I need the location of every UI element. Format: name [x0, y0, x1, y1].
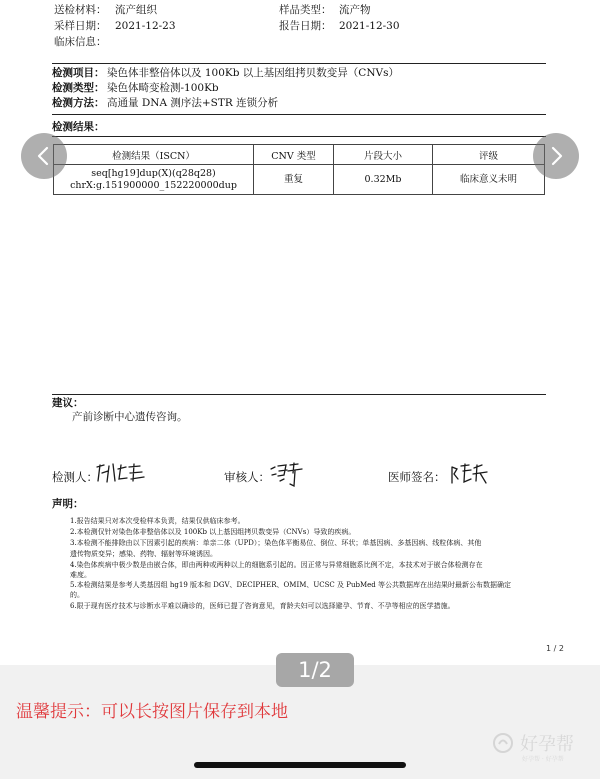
statement-line: 遗传物质变异；感染、药物、辐射等环境诱因。: [70, 550, 217, 558]
save-tip[interactable]: 温馨提示：可以长按图片保存到本地: [16, 702, 288, 722]
collect-date-value: 2021-12-23: [115, 20, 176, 32]
table-row: [54, 165, 545, 195]
results-table: [53, 144, 545, 195]
tester-signature: [94, 461, 148, 485]
sample-type-value: 流产物: [339, 4, 371, 16]
report-date-label: 报告日期：: [279, 20, 332, 32]
statement-line: 4.染色体疾病中极少数是由嵌合体，即由两种或两种以上的细胞系引起的。因正常与异常细胞系比例不定，本技术对于嵌合体检测存在: [70, 561, 483, 569]
statement-line: 的。: [70, 591, 84, 599]
col-header-iscn: 检测结果（ISCN）: [54, 145, 254, 165]
divider: [52, 136, 546, 137]
results-title: 检测结果：: [52, 121, 105, 133]
test-type-value: 染色体畸变检测-100Kb: [107, 82, 219, 94]
divider: [52, 63, 546, 64]
divider: [52, 114, 546, 115]
page-counter: 1/2: [276, 653, 354, 687]
cell-rating: 临床意义未明: [433, 165, 545, 195]
chevron-right-icon: [546, 146, 566, 166]
cell-cnv-type: 重复: [254, 165, 334, 195]
next-page-button[interactable]: [533, 133, 579, 179]
cell-iscn: [54, 165, 254, 195]
doctor-signature: [449, 461, 491, 487]
test-type-label: 检测类型：: [52, 82, 105, 94]
advice-text: 产前诊断中心遗传咨询。: [72, 411, 188, 423]
watermark-text: 好孕帮: [520, 734, 574, 755]
sample-type-label: 样品类型：: [279, 4, 332, 16]
watermark-sub: 好孕帮 · 好孕帮: [522, 756, 564, 763]
statement-line: 5.本检测结果是参考人类基因组 hg19 版本和 DGV、DECIPHER、OMIM、UCSC 及 PubMed 等公共数据库在出结果时最新公布数据确定: [70, 581, 511, 589]
col-header-cnv-type: CNV 类型: [254, 145, 334, 165]
prev-page-button[interactable]: [21, 133, 67, 179]
sender-value: 流产组织: [115, 4, 157, 16]
iscn-line-1: seq[hg19]dup(X)(q28q28): [91, 167, 216, 179]
iscn-line-2: chrX:g.151900000_152220000dup: [70, 179, 237, 191]
report-date-value: 2021-12-30: [339, 20, 400, 32]
statement-line: 难度。: [70, 571, 91, 579]
collect-date-label: 采样日期：: [54, 20, 107, 32]
page-number: 1 / 2: [546, 644, 564, 653]
tester-label: 检测人：: [52, 470, 98, 484]
reviewer-signature: [268, 461, 306, 489]
divider: [52, 394, 546, 395]
table-header-row: [54, 145, 545, 165]
method-label: 检测方法：: [52, 97, 105, 109]
logo-icon: [492, 732, 514, 754]
cell-size: 0.32Mb: [334, 165, 433, 195]
project-label: 检测项目：: [52, 67, 105, 79]
reviewer-label: 审核人：: [224, 470, 270, 484]
statement-title: 声明：: [52, 498, 84, 510]
method-value: 高通量 DNA 测序法+STR 连锁分析: [107, 97, 279, 109]
sender-label: 送检材料：: [54, 4, 107, 16]
doctor-label: 医师签名：: [388, 470, 446, 484]
chevron-left-icon: [34, 146, 54, 166]
statement-line: 2.本检测仅针对染色体非整倍体以及 100Kb 以上基因组拷贝数变异（CNVs）导致的疾病。: [70, 528, 356, 536]
statement-line: 3.本检测不能排除由以下因素引起的疾病：单亲二体（UPD）；染色体平衡易位、倒位、环状；单基因病、多基因病、线粒体病、其他: [70, 539, 482, 547]
project-value: 染色体非整倍体以及 100Kb 以上基因组拷贝数变异（CNVs）: [107, 67, 399, 79]
clinical-info-label: 临床信息：: [54, 36, 107, 48]
col-header-rating: 评级: [433, 145, 545, 165]
statement-line: 6.限于现有医疗技术与诊断水平难以确诊的，医师已提了咨询意见，育龄夫妇可以选择避孕、节育、不孕等相应的医学措施。: [70, 602, 455, 610]
home-indicator[interactable]: [194, 762, 406, 768]
col-header-size: 片段大小: [334, 145, 433, 165]
advice-title: 建议：: [52, 397, 84, 409]
statement-line: 1.报告结果只对本次受检样本负责，结果仅供临床参考。: [70, 517, 245, 525]
